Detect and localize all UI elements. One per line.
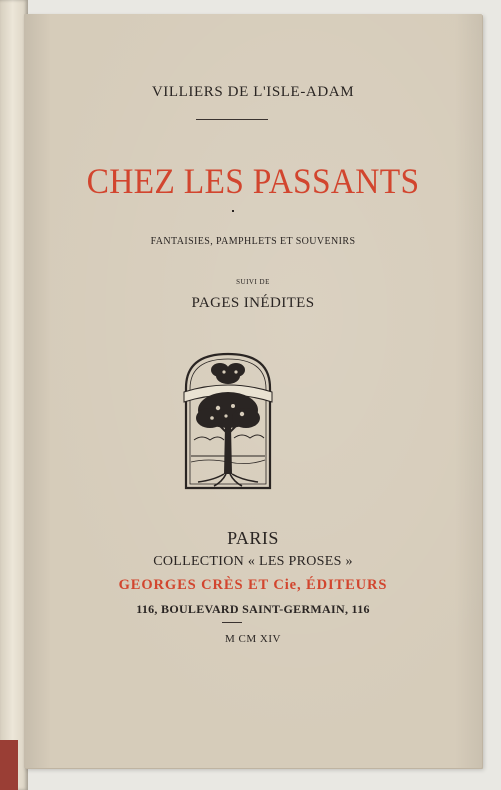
book-subtitle: FANTAISIES, PAMPHLETS ET SOUVENIRS xyxy=(150,236,356,247)
publication-year: M CM XIV xyxy=(225,633,281,645)
connector-text: SUIVI DE xyxy=(236,278,270,286)
supplement-title: PAGES INÉDITES xyxy=(191,295,315,311)
cover-edge xyxy=(0,740,18,790)
title-dot xyxy=(232,210,234,212)
book-title: CHEZ LES PASSANTS xyxy=(86,161,420,201)
title-page xyxy=(24,14,482,768)
imprint-city: PARIS xyxy=(227,528,279,548)
publisher-name: GEORGES CRÈS ET Cie, ÉDITEURS xyxy=(118,577,388,593)
author-name: VILLIERS DE L'ISLE-ADAM xyxy=(151,84,355,100)
collection-name: COLLECTION « LES PROSES » xyxy=(153,554,353,569)
publisher-address: 116, BOULEVARD SAINT-GERMAIN, 116 xyxy=(136,602,370,616)
divider-rule-small xyxy=(222,622,242,623)
tree-emblem-icon xyxy=(178,348,278,496)
divider-rule xyxy=(196,119,268,120)
